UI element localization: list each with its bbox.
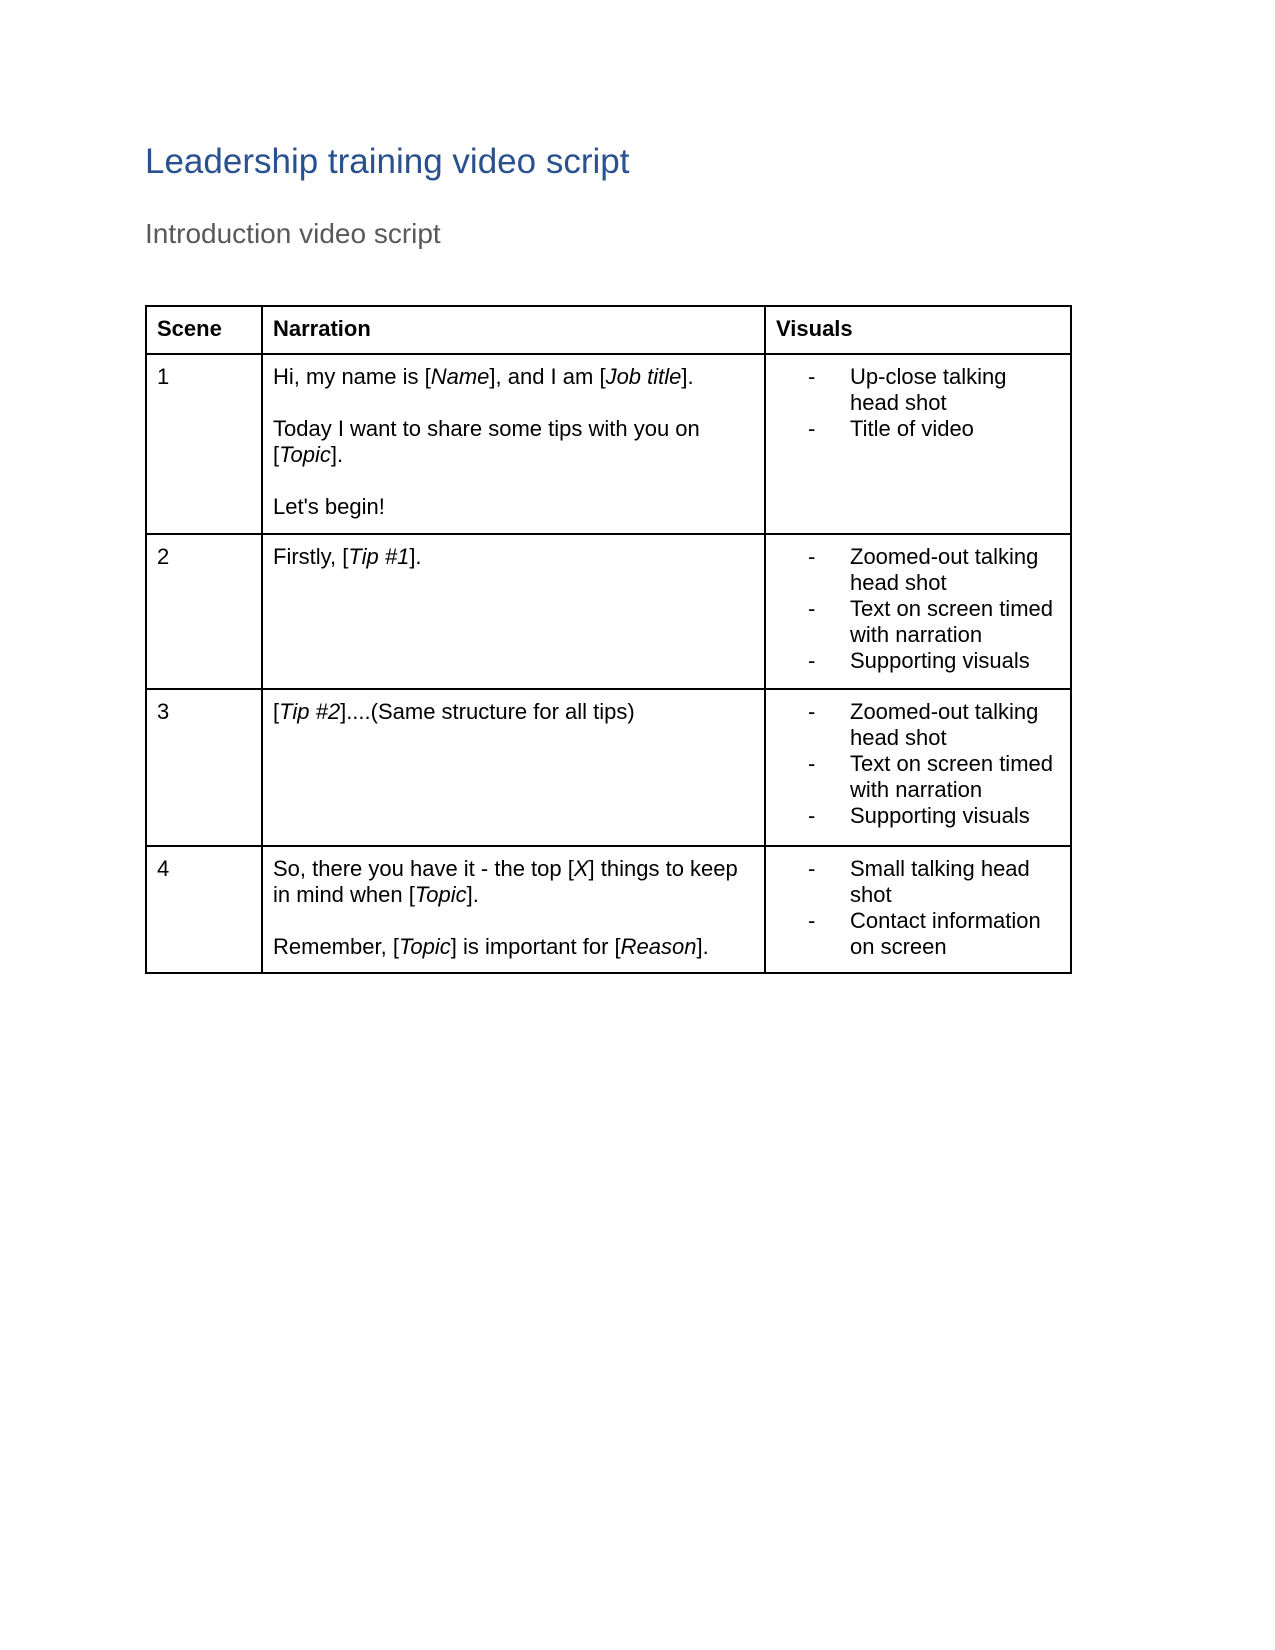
document-title: Leadership training video script — [145, 142, 630, 181]
visuals-cell — [765, 689, 1071, 846]
bullet-text: Title of video — [850, 415, 974, 441]
table-row — [146, 689, 1071, 846]
visuals-bullet-item — [776, 803, 1060, 829]
narration-paragraph: Let's begin! — [273, 493, 385, 519]
bullet-dash: - — [808, 363, 816, 389]
table-row — [146, 846, 1071, 973]
narration-paragraph: [Tip #2]....(Same structure for all tips) — [273, 698, 635, 724]
bullet-dash: - — [808, 802, 816, 828]
narration-paragraph: Remember, [Topic] is important for [Reason]. — [273, 933, 709, 959]
narration-cell — [262, 354, 765, 534]
narration-cell — [262, 846, 765, 973]
visuals-bullet-item — [776, 596, 1060, 648]
narration-paragraph: Today I want to share some tips with you on [Topic]. — [273, 415, 700, 467]
visuals-cell — [765, 846, 1071, 973]
narration-paragraph: Hi, my name is [Name], and I am [Job title]. — [273, 363, 694, 389]
bullet-text: Zoomed-out talking head shot — [850, 543, 1039, 595]
table-row — [146, 534, 1071, 689]
document-subtitle: Introduction video script — [145, 218, 441, 249]
bullet-dash: - — [808, 595, 816, 621]
bullet-dash: - — [808, 907, 816, 933]
visuals-bullet-item — [776, 751, 1060, 803]
bullet-text: Supporting visuals — [850, 647, 1030, 673]
bullet-text: Contact information on screen — [850, 907, 1041, 959]
column-header-visuals: Visuals — [765, 306, 1071, 354]
visuals-bullet-item — [776, 364, 1060, 416]
bullet-text: Supporting visuals — [850, 802, 1030, 828]
bullet-text: Up-close talking head shot — [850, 363, 1007, 415]
narration-cell — [262, 689, 765, 846]
visuals-bullet-item — [776, 856, 1060, 908]
scene-cell: 4 — [146, 846, 262, 973]
narration-paragraph: So, there you have it - the top [X] things to keep in mind when [Topic]. — [273, 855, 738, 907]
bullet-dash: - — [808, 750, 816, 776]
bullet-text: Small talking head shot — [850, 855, 1030, 907]
bullet-dash: - — [808, 415, 816, 441]
bullet-text: Text on screen timed with narration — [850, 750, 1053, 802]
visuals-cell — [765, 354, 1071, 534]
script-table — [145, 305, 1072, 974]
scene-cell: 1 — [146, 354, 262, 534]
bullet-text: Zoomed-out talking head shot — [850, 698, 1039, 750]
visuals-bullet-item — [776, 416, 1060, 442]
visuals-bullet-item — [776, 544, 1060, 596]
visuals-bullet-item — [776, 908, 1060, 960]
column-header-scene: Scene — [146, 306, 262, 354]
bullet-dash: - — [808, 855, 816, 881]
visuals-bullet-item — [776, 699, 1060, 751]
narration-paragraph: Firstly, [Tip #1]. — [273, 543, 422, 569]
bullet-dash: - — [808, 647, 816, 673]
bullet-dash: - — [808, 698, 816, 724]
scene-cell: 2 — [146, 534, 262, 689]
bullet-dash: - — [808, 543, 816, 569]
table-row — [146, 354, 1071, 534]
narration-cell — [262, 534, 765, 689]
visuals-cell — [765, 534, 1071, 689]
script-table-body — [146, 354, 1071, 973]
scene-cell: 3 — [146, 689, 262, 846]
table-header-row — [146, 306, 1071, 354]
column-header-narration: Narration — [262, 306, 765, 354]
visuals-bullet-item — [776, 648, 1060, 674]
bullet-text: Text on screen timed with narration — [850, 595, 1053, 647]
